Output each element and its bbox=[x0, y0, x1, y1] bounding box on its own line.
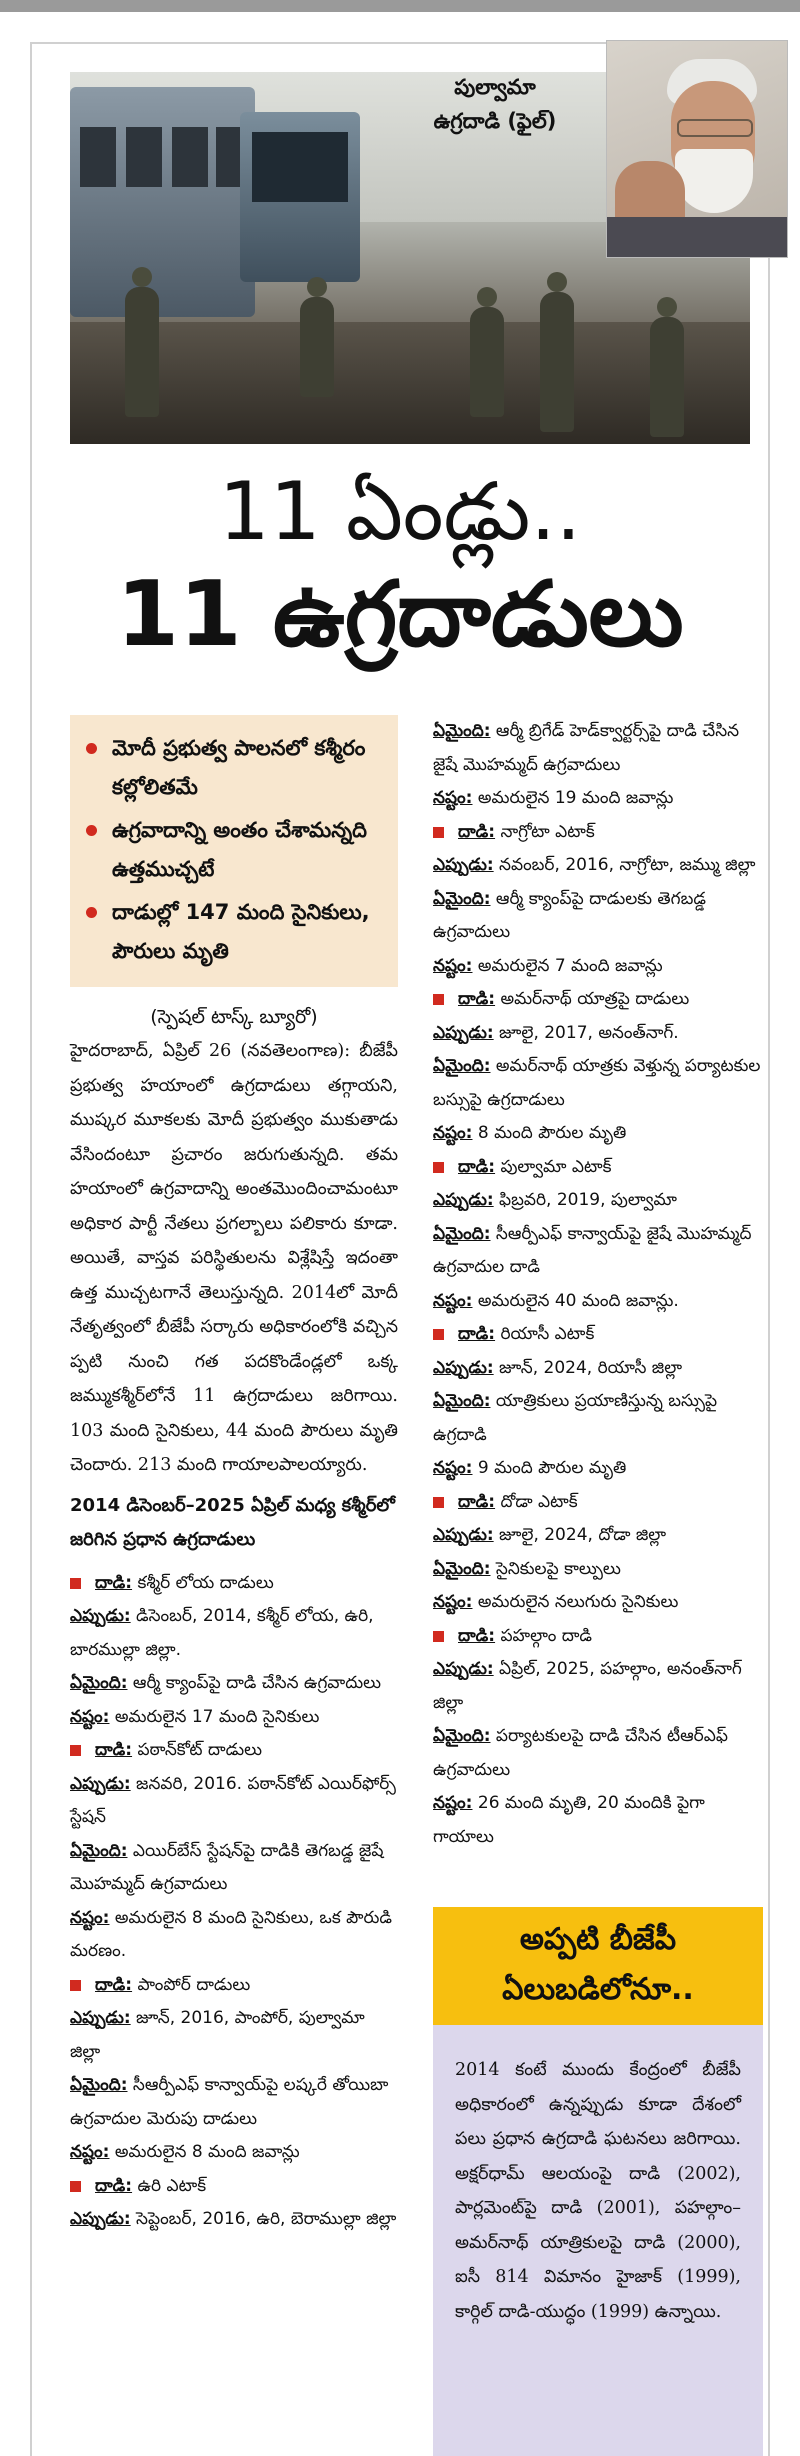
incident-what: సైనికులపై కాల్పులు bbox=[495, 1558, 621, 1579]
incident-what: సీఆర్పీఎఫ్ కాన్వాయ్‌పై లష్కరే తోయిబా ఉగ్రవాదుల మెరుపు దాడులు bbox=[70, 2075, 389, 2129]
loss-label: నష్టం: bbox=[433, 1793, 473, 1813]
attack-label: దాడి: bbox=[458, 989, 496, 1009]
when-label: ఎప్పుడు: bbox=[433, 1525, 494, 1545]
when-label: ఎప్పుడు: bbox=[433, 1357, 494, 1378]
what-label: ఏమైంది: bbox=[433, 888, 491, 909]
incident-when-line bbox=[433, 1184, 763, 1218]
incident-what-line bbox=[433, 1553, 763, 1587]
incident-attack-line bbox=[433, 816, 763, 850]
loss-label: నష్టం: bbox=[433, 955, 473, 976]
incident-loss: 8 మంది పౌరుల మృతి bbox=[477, 1123, 627, 1143]
incident-doda bbox=[433, 1486, 763, 1620]
incident-what: ఆర్మీ బ్రిగేడ్ హెడ్‌క్వార్టర్స్‌పై దాడి చేసిన జైషే మొహమ్మద్ ఉగ్రవాదులు bbox=[433, 721, 740, 775]
incident-when: ఫిబ్రవరి, 2019, పుల్వామా bbox=[499, 1190, 677, 1210]
incident-what-line bbox=[433, 1218, 763, 1285]
attack-label: దాడి: bbox=[458, 1156, 496, 1177]
photo-soldier bbox=[650, 317, 684, 437]
what-label: ఏమైంది: bbox=[433, 1391, 491, 1411]
incident-when: నవంబర్, 2016, నాగ్రోటా, జమ్ము జిల్లా bbox=[499, 855, 756, 875]
photo-bus-right bbox=[240, 112, 360, 282]
when-label: ఎప్పుడు: bbox=[70, 2008, 131, 2028]
headline-line1: 11 ఏండ్లు.. bbox=[218, 465, 582, 558]
loss-label: నష్టం: bbox=[433, 1458, 473, 1478]
incident-attack-line bbox=[70, 1567, 398, 1601]
incident-loss-line bbox=[433, 782, 763, 816]
when-label: ఎప్పుడు: bbox=[433, 1022, 494, 1043]
caption-line1: పుల్వామా bbox=[454, 75, 536, 99]
red-square-icon bbox=[70, 1980, 81, 1991]
sidebar-heading-line1: అప్పటి బీజేపీ bbox=[519, 1922, 677, 1957]
incident-attack-line bbox=[433, 983, 763, 1017]
sidebar-heading bbox=[433, 1907, 763, 2025]
red-square-icon bbox=[70, 1578, 81, 1589]
incident-loss-line bbox=[70, 1902, 398, 1969]
attack-label: దాడి: bbox=[458, 821, 496, 842]
incident-nagrota bbox=[433, 816, 763, 984]
highlight-text: మోదీ ప్రభుత్వ పాలనలో కశ్మీరం కల్లోలితమే bbox=[112, 736, 366, 799]
loss-label: నష్టం: bbox=[70, 2142, 110, 2162]
what-label: ఏమైంది: bbox=[70, 1673, 128, 1693]
incident-uri bbox=[70, 2170, 398, 2237]
incident-what: యాత్రికులు ప్రయాణిస్తున్న బస్సుపై ఉగ్రదాడి bbox=[433, 1391, 718, 1445]
incident-when: డిసెంబర్, 2014, కశ్మీర్ లోయ, ఉరి, బారముల్లా జిల్లా. bbox=[70, 1606, 374, 1660]
incident-name: పాంపోర్ దాడులు bbox=[137, 1974, 251, 1995]
incident-what-line bbox=[433, 1720, 763, 1787]
incident-what-line bbox=[70, 2069, 398, 2136]
incident-what: అమర్‌నాథ్ యాత్రకు వెళ్తున్న పర్యాటకుల బస్సుపై ఉగ్రదాడులు bbox=[433, 1056, 761, 1110]
incident-when-line bbox=[70, 1600, 398, 1667]
portrait-beard bbox=[675, 149, 753, 213]
incident-what: సీఆర్పీఎఫ్ కాన్వాయ్‌పై జైషే మొహమ్మద్ ఉగ్రవాదుల దాడి bbox=[433, 1223, 752, 1277]
intro-paragraph: హైదరాబాద్, ఏప్రిల్ 26 (నవతెలంగాణ): బీజేపీ ప్రభుత్వ హయాంలో ఉగ్రదాడులు తగ్గాయని, ముష్కర మూకలకు మోదీ ప్రభుత్వం ముకుతాడు వేసిందంటూ ప్రచారం జరుగుతున్నది. తమ హయాంలో ఉగ్రవాదాన్ని అంతమొందించామంటూ అధికార పార్టీ నేతలు ప్రగల్బాలు పలికారు కూడా. అయితే, వాస్తవ పరిస్థితులను విశ్లేషిస్తే ఇదంతా ఉత్త ముచ్చటగానే తెలుస్తున్నది. 2014లో మోదీ నేతృత్వంలో బీజేపీ సర్కారు అధికారంలోకి వచ్చిన ప్పటి నుంచి గత పదకొండేండ్లలో ఒక్క జమ్ముకశ్మీర్‌లోనే 11 ఉగ్రదాడులు జరిగాయి. 103 మంది సైనికులు, 44 మంది పౌరులు మృతి చెందారు. 213 మంది గాయాలపాలయ్యారు. bbox=[70, 1041, 398, 1475]
sidebar-heading-line2: ఏలుబడిలోనూ.. bbox=[502, 1972, 694, 2007]
incident-loss: అమరులైన 7 మంది జవాన్లు bbox=[477, 955, 663, 976]
incident-when: సెప్టెంబర్, 2016, ఉరి, బెరాముల్లా జిల్లా bbox=[136, 2209, 397, 2229]
bullet-dot-icon bbox=[86, 743, 97, 754]
loss-label: నష్టం: bbox=[433, 1592, 473, 1612]
incident-pulwama bbox=[433, 1151, 763, 1319]
incident-name: పుల్వామా ఎటాక్ bbox=[500, 1156, 612, 1177]
highlight-item bbox=[86, 893, 382, 971]
red-square-icon bbox=[70, 2181, 81, 2192]
incident-loss: అమరులైన నలుగురు సైనికులు bbox=[477, 1592, 679, 1612]
attack-label: దాడి: bbox=[458, 1491, 496, 1512]
incident-loss: అమరులైన 8 మంది జవాన్లు bbox=[114, 2142, 300, 2162]
incident-attack-line bbox=[70, 1969, 398, 2003]
loss-label: నష్టం: bbox=[433, 788, 473, 808]
modi-portrait bbox=[606, 40, 788, 258]
loss-label: నష్టం: bbox=[433, 1123, 473, 1143]
incident-loss: 9 మంది పౌరుల మృతి bbox=[477, 1458, 627, 1478]
incident-when-line bbox=[433, 1653, 763, 1720]
sidebar-box bbox=[433, 2025, 763, 2456]
right-column bbox=[433, 715, 763, 1854]
photo-ground bbox=[70, 322, 750, 444]
red-square-icon bbox=[433, 827, 444, 838]
red-square-icon bbox=[433, 994, 444, 1005]
photo-caption bbox=[380, 70, 610, 138]
incident-amarnath bbox=[433, 983, 763, 1151]
red-square-icon bbox=[433, 1162, 444, 1173]
caption-line2: ఉగ్రదాడి (ఫైల్) bbox=[433, 109, 557, 133]
bus-windshield bbox=[252, 132, 348, 202]
incident-attack-line bbox=[433, 1318, 763, 1352]
highlight-text: దాడుల్లో 147 మంది సైనికులు, పౌరులు మృతి bbox=[112, 900, 370, 963]
incident-name: కశ్మీర్ లోయ దాడులు bbox=[137, 1572, 274, 1593]
when-label: ఎప్పుడు: bbox=[70, 2209, 131, 2229]
when-label: ఎప్పుడు: bbox=[433, 1190, 494, 1210]
bullet-dot-icon bbox=[86, 825, 97, 836]
incident-loss-line bbox=[433, 1285, 763, 1319]
incident-pathankot bbox=[70, 1734, 398, 1969]
incident-when: జూలై, 2024, దోడా జిల్లా bbox=[499, 1525, 667, 1545]
photo-soldier bbox=[540, 292, 574, 432]
portrait-glasses bbox=[677, 119, 753, 137]
incident-when: జూన్, 2024, రియాసీ జిల్లా bbox=[499, 1357, 683, 1378]
incident-name: దోడా ఎటాక్ bbox=[500, 1491, 578, 1512]
incident-when: జూలై, 2017, అనంత్‌నాగ్. bbox=[499, 1022, 679, 1043]
attack-label: దాడి: bbox=[458, 1324, 496, 1344]
incident-what-line bbox=[433, 1050, 763, 1117]
when-label: ఎప్పుడు: bbox=[433, 1659, 494, 1679]
bullet-dot-icon bbox=[86, 907, 97, 918]
what-label: ఏమైంది: bbox=[433, 1726, 491, 1746]
incident-what-line bbox=[433, 715, 763, 782]
sidebar-text: 2014 కంటే ముందు కేంద్రంలో బీజేపీ అధికారంలో ఉన్నప్పుడు కూడా దేశంలో పలు ప్రధాన ఉగ్రదాడి ఘటనలు జరిగాయి. అక్షర్‌ధామ్ ఆలయంపై దాడి (2002), పార్లమెంట్‌పై దాడి (2001), పహల్గాం–అమర్‌నాథ్ యాత్రికులపై దాడి (2000), ఐసీ 814 విమానం హైజాక్ (1999), కార్గిల్ దాడి-యుద్ధం (1999) ఉన్నాయి. bbox=[455, 2060, 741, 2322]
incident-attack-line bbox=[433, 1151, 763, 1185]
incident-what-line bbox=[70, 1835, 398, 1902]
bus-window bbox=[172, 127, 208, 187]
incident-when-line bbox=[70, 2203, 398, 2237]
incident-kashmir-valley bbox=[70, 1567, 398, 1735]
incident-name: ఉరి ఎటాక్ bbox=[137, 2175, 207, 2196]
photo-soldier bbox=[300, 297, 334, 397]
incident-name: రియాసీ ఎటాక్ bbox=[500, 1324, 595, 1344]
incident-attack-line bbox=[433, 1620, 763, 1654]
attack-label: దాడి: bbox=[458, 1625, 496, 1646]
when-label: ఎప్పుడు: bbox=[70, 1606, 131, 1626]
loss-label: నష్టం: bbox=[70, 1907, 110, 1928]
left-column bbox=[70, 1000, 398, 2237]
what-label: ఏమైంది: bbox=[70, 1840, 128, 1861]
highlights-box bbox=[70, 715, 398, 987]
incident-loss-line bbox=[433, 1452, 763, 1486]
highlight-text: ఉగ్రవాదాన్ని అంతం చేశామన్నది ఉత్తముచ్చటే bbox=[112, 818, 368, 881]
highlight-item bbox=[86, 811, 382, 889]
incident-name: అమర్‌నాథ్ యాత్రపై దాడులు bbox=[500, 989, 690, 1009]
incident-when-line bbox=[433, 849, 763, 883]
attack-label: దాడి: bbox=[95, 1572, 133, 1593]
incident-name: నాగ్రోటా ఎటాక్ bbox=[500, 821, 595, 842]
highlight-item bbox=[86, 729, 382, 807]
incident-what: ఆర్మీ క్యాంప్‌పై దాడులకు తెగబడ్డ ఉగ్రవాదులు bbox=[433, 888, 706, 942]
red-square-icon bbox=[433, 1329, 444, 1340]
incident-loss: అమరులైన 40 మంది జవాన్లు. bbox=[477, 1290, 679, 1311]
incident-attack-line bbox=[433, 1486, 763, 1520]
incident-uri-continued bbox=[433, 715, 763, 816]
incident-when-line bbox=[433, 1352, 763, 1386]
frame-left-rule bbox=[30, 42, 32, 2456]
incident-loss-line bbox=[70, 1701, 398, 1735]
red-square-icon bbox=[433, 1497, 444, 1508]
incident-loss-line bbox=[433, 950, 763, 984]
red-square-icon bbox=[433, 1631, 444, 1642]
incident-pahalgam bbox=[433, 1620, 763, 1855]
incident-name: పఠాన్‌కోట్ దాడులు bbox=[137, 1740, 263, 1760]
incident-loss-line bbox=[433, 1787, 763, 1854]
incident-when: జూన్, 2016, పాంపోర్, పుల్వామా జిల్లా bbox=[70, 2008, 365, 2062]
incident-loss-line bbox=[433, 1586, 763, 1620]
photo-soldier bbox=[125, 287, 159, 417]
bus-window bbox=[126, 127, 162, 187]
incident-what: ఎయిర్‌బేస్ స్టేషన్‌పై దాడికి తెగబడ్డ జైషే మొహమ్మద్ ఉగ్రవాదులు bbox=[70, 1840, 384, 1894]
headline-line2: 11 ఉగ్రదాడులు bbox=[116, 562, 684, 667]
incident-when: ఏప్రిల్, 2025, పహల్గాం, అనంత్‌నాగ్ జిల్లా bbox=[433, 1659, 742, 1713]
portrait-shawl bbox=[607, 217, 787, 257]
photo-soldier bbox=[470, 307, 504, 417]
attack-label: దాడి: bbox=[95, 2175, 133, 2196]
incident-what: ఆర్మీ క్యాంప్‌పై దాడి చేసిన ఉగ్రవాదులు bbox=[132, 1673, 382, 1693]
attack-label: దాడి: bbox=[95, 1740, 133, 1760]
incident-loss: అమరులైన 8 మంది సైనికులు, ఒక పౌరుడి మరణం. bbox=[70, 1907, 392, 1961]
incident-when-line bbox=[70, 1768, 398, 1835]
incident-loss: అమరులైన 17 మంది సైనికులు bbox=[114, 1706, 320, 1727]
incident-loss: 26 మంది మృతి, 20 మందికి పైగా గాయాలు bbox=[433, 1793, 705, 1847]
incident-loss-line bbox=[70, 2136, 398, 2170]
incident-when-line bbox=[433, 1519, 763, 1553]
loss-label: నష్టం: bbox=[70, 1706, 110, 1727]
incident-pampore bbox=[70, 1969, 398, 2170]
incident-what-line bbox=[433, 1385, 763, 1452]
top-gray-band bbox=[0, 0, 800, 12]
attack-label: దాడి: bbox=[95, 1974, 133, 1995]
incident-name: పహల్గాం దాడి bbox=[500, 1625, 593, 1646]
what-label: ఏమైంది: bbox=[433, 1223, 491, 1244]
loss-label: నష్టం: bbox=[433, 1290, 473, 1311]
incident-loss-line bbox=[433, 1117, 763, 1151]
bus-window bbox=[80, 127, 116, 187]
incident-what: పర్యాటకులపై దాడి చేసిన టీఆర్ఎఫ్ ఉగ్రవాదులు bbox=[433, 1726, 728, 1780]
incident-what-line bbox=[70, 1667, 398, 1701]
incident-when-line bbox=[433, 1017, 763, 1051]
what-label: ఏమైంది: bbox=[433, 1558, 491, 1579]
incident-when: జనవరి, 2016. పఠాన్‌కోట్ ఎయిర్‌ఫోర్స్ స్టేషన్ bbox=[70, 1773, 396, 1827]
what-label: ఏమైంది: bbox=[433, 1056, 491, 1076]
photo-bus-left bbox=[70, 87, 255, 317]
red-square-icon bbox=[70, 1745, 81, 1756]
when-label: ఎప్పుడు: bbox=[70, 1773, 131, 1794]
byline: (స్పెషల్ టాస్క్ బ్యూరో) bbox=[150, 1006, 318, 1028]
incident-loss: అమరులైన 19 మంది జవాన్లు bbox=[477, 788, 674, 808]
section-heading: 2014 డిసెంబర్–2025 ఏప్రిల్ మధ్య కశ్మీర్‌లో జరిగిన ప్రధాన ఉగ్రదాడులు bbox=[70, 1494, 395, 1550]
incident-attack-line bbox=[70, 1734, 398, 1768]
frame-right-rule bbox=[768, 42, 770, 2456]
what-label: ఏమైంది: bbox=[70, 2075, 128, 2095]
incident-reasi bbox=[433, 1318, 763, 1486]
incident-attack-line bbox=[70, 2170, 398, 2204]
incident-when-line bbox=[70, 2002, 398, 2069]
incident-what-line bbox=[433, 883, 763, 950]
when-label: ఎప్పుడు: bbox=[433, 855, 494, 875]
what-label: ఏమైంది: bbox=[433, 721, 491, 741]
